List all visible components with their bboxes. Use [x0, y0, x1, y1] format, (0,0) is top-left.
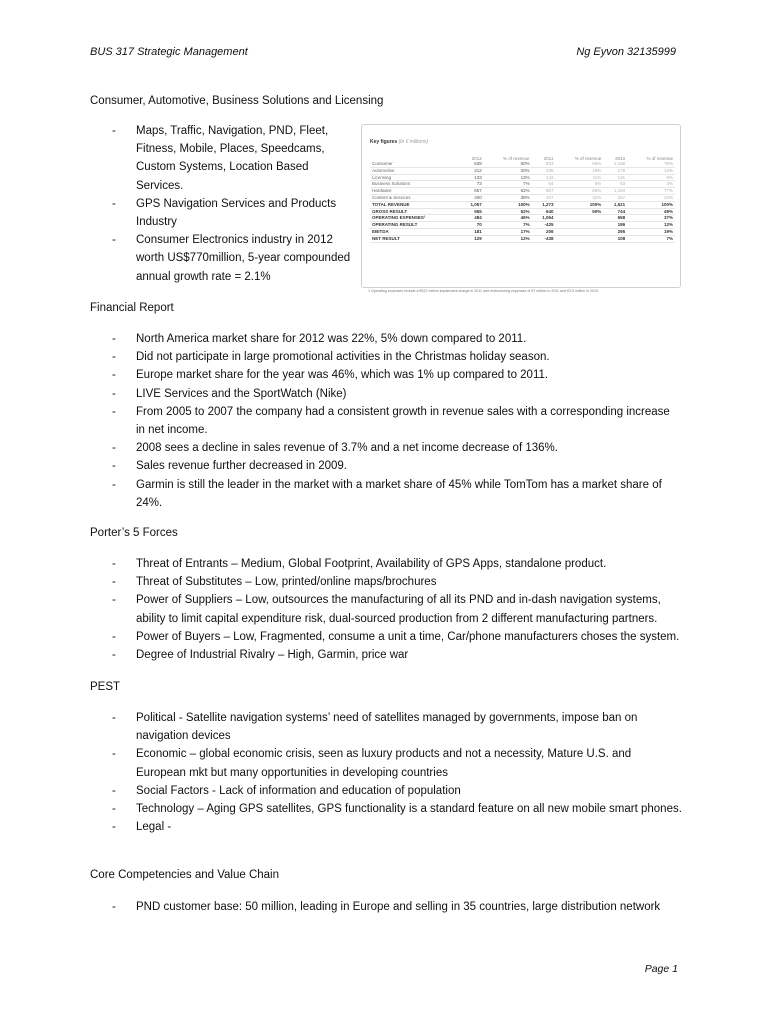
table-row	[370, 167, 675, 174]
list-item: - Europe market share for the year was 46%, which was 1% up compared to 2011.	[112, 366, 672, 384]
list-item: - Political - Satellite navigation systems’ need of satellites managed by governments, impose ban on navigation devices	[112, 709, 682, 745]
row-label: EBITDA	[370, 228, 460, 235]
section-heading-intro: Consumer, Automotive, Business Solutions and Licensing	[90, 95, 384, 107]
table-row	[370, 208, 675, 215]
table-cell: 11%	[555, 174, 603, 181]
row-label: Content & Services	[370, 194, 460, 201]
table-cell: 32%	[555, 194, 603, 201]
key-figures-table-image	[361, 124, 681, 288]
list-item: - North America market share for 2012 was 22%, 5% down compared to 2011.	[112, 330, 672, 348]
table-cell: 867	[532, 188, 556, 195]
list-item: - Did not participate in large promotional activities in the Christmas holiday season.	[112, 348, 672, 366]
table-header-cell: 2010	[615, 156, 626, 161]
header-course: BUS 317 Strategic Management	[90, 46, 248, 58]
row-label: Automotive	[370, 167, 460, 174]
table-cell: -438	[532, 235, 556, 242]
list-item: - Power of Suppliers – Low, outsources the manufacturing of all its PND and in-dash navigation systems, ability to limit capital expenditure risk, dual-sourced production from 2 different manufacturing partners.	[112, 591, 682, 627]
table-row	[370, 215, 675, 222]
table-cell: 100%	[627, 201, 675, 208]
table-cell: 64	[532, 181, 556, 188]
table-cell: 484	[460, 215, 484, 222]
table-cell: 640	[532, 208, 556, 215]
table-cell: 18%	[555, 167, 603, 174]
table-cell: 19%	[627, 228, 675, 235]
list-item: - Garmin is still the leader in the market with a market share of 45% while TomTom has a market share of 24%.	[112, 476, 672, 512]
table-cell	[555, 235, 603, 242]
table-cell	[555, 215, 603, 222]
list-item: - PND customer base: 50 million, leading in Europe and selling in 35 countries, large distribution network	[112, 898, 682, 916]
table-cell: 212	[460, 167, 484, 174]
table-cell: 76%	[627, 161, 675, 167]
section-heading-pest: PEST	[90, 681, 121, 693]
row-label: Consumer	[370, 161, 460, 167]
row-label: OPERATING EXPENSES¹	[370, 215, 460, 222]
table-cell: 555	[460, 208, 484, 215]
list-item: - From 2005 to 2007 the company had a consistent growth in revenue sales with a corresponding increase in net income.	[112, 403, 672, 439]
table-cell: 60%	[484, 161, 532, 167]
table-cell: 9%	[627, 174, 675, 181]
table-cell: 7%	[484, 222, 532, 229]
table-cell	[555, 228, 603, 235]
table-header-cell: % of revenue	[574, 156, 602, 161]
table-header-cell	[370, 147, 460, 161]
table-cell: 13%	[484, 174, 532, 181]
table-cell: 53	[603, 181, 627, 188]
list-item: - Threat of Entrants – Medium, Global Footprint, Availability of GPS Apps, standalone product.	[112, 555, 682, 573]
table-cell: 558	[603, 215, 627, 222]
table-cell: 37%	[627, 215, 675, 222]
table-cell: 1,164	[603, 188, 627, 195]
table-cell: 133	[460, 174, 484, 181]
table-cell: 17%	[484, 228, 532, 235]
table-cell: 7%	[627, 235, 675, 242]
table-cell: 46%	[484, 215, 532, 222]
table-header-cell: % of revenue	[503, 156, 530, 161]
list-item: - LIVE Services and the SportWatch (Nike)	[112, 385, 672, 403]
table-cell: 1,057	[460, 201, 484, 208]
table-cell: 65%	[555, 161, 603, 167]
key-figures-title: Key figures (in € millions)	[370, 139, 429, 145]
table-cell: 38%	[484, 194, 532, 201]
section-heading-porter: Porter’s 5 Forces	[90, 527, 178, 539]
row-label: NET RESULT	[370, 235, 460, 242]
list-item-continuation: Services.	[136, 179, 184, 192]
table-cell: 77%	[627, 188, 675, 195]
table-cell: 179	[603, 167, 627, 174]
table-cell: 744	[603, 208, 627, 215]
table-cell: 5%	[555, 181, 603, 188]
table-cell: 1,158	[603, 161, 627, 167]
table-cell: 7%	[484, 181, 532, 188]
row-label: OPERATING RESULT	[370, 222, 460, 229]
table-cell: 70	[460, 222, 484, 229]
key-figures-table	[370, 147, 675, 243]
table-cell: 100%	[484, 201, 532, 208]
table-cell: 68%	[555, 188, 603, 195]
table-header-cell: 2012	[471, 156, 482, 161]
table-cell: 639	[460, 161, 484, 167]
table-cell: 23%	[627, 194, 675, 201]
table-cell: 1,273	[532, 201, 556, 208]
table-row	[370, 188, 675, 195]
table-cell	[555, 222, 603, 229]
row-label: Business Solutions	[370, 181, 460, 188]
table-cell: 142	[532, 174, 556, 181]
list-item: - Threat of Substitutes – Low, printed/online maps/brochures	[112, 573, 682, 591]
table-cell: 100%	[555, 201, 603, 208]
table-cell: 50%	[555, 208, 603, 215]
table-row	[370, 194, 675, 201]
row-label: GROSS RESULT	[370, 208, 460, 215]
table-cell: 62%	[484, 188, 532, 195]
intro-list	[112, 122, 352, 286]
table-cell: 108	[603, 235, 627, 242]
core-list	[112, 898, 682, 916]
table-cell: 657	[460, 188, 484, 195]
table-cell: 235	[532, 167, 556, 174]
table-cell: 3%	[627, 181, 675, 188]
key-figures-footnote: 1 Operating expenses include a €512 million impairment charge in 2011 and restructuring expenses of €7 million in 2011 and €3.5 million in 2010.	[368, 289, 600, 293]
row-label: TOTAL REVENUE	[370, 201, 460, 208]
table-row	[370, 201, 675, 208]
table-cell: 206	[532, 228, 556, 235]
table-cell: 12%	[627, 167, 675, 174]
list-item: - Degree of Industrial Rivalry – High, Garmin, price war	[112, 646, 682, 664]
list-item: - Sales revenue further decreased in 2009.	[112, 457, 672, 475]
table-cell: 52%	[484, 208, 532, 215]
table-header-cell: % of revenue	[646, 156, 673, 161]
list-item: - 2008 sees a decline in sales revenue of 3.7% and a net income decrease of 136%.	[112, 439, 672, 457]
section-heading-financial: Financial Report	[90, 302, 174, 314]
table-cell: 357	[603, 194, 627, 201]
table-row	[370, 181, 675, 188]
financial-list	[112, 330, 672, 512]
table-row	[370, 228, 675, 235]
table-cell: 131	[603, 174, 627, 181]
table-header-cell: 2011	[543, 156, 554, 161]
table-cell: 181	[460, 228, 484, 235]
list-item: - GPS Navigation Services and Products Industry	[112, 195, 352, 231]
list-item: - Technology – Aging GPS satellites, GPS functionality is a standard feature on all new mobile smart phones.	[112, 800, 682, 818]
row-label: Licensing	[370, 174, 460, 181]
section-heading-core: Core Competencies and Value Chain	[90, 869, 280, 881]
table-cell: 129	[460, 235, 484, 242]
list-item: - Legal -	[112, 818, 682, 836]
table-cell: 186	[603, 222, 627, 229]
table-cell: 295	[603, 228, 627, 235]
table-cell: 400	[460, 194, 484, 201]
table-cell: -425	[532, 222, 556, 229]
table-row	[370, 235, 675, 242]
table-cell: 49%	[627, 208, 675, 215]
list-item: - Consumer Electronics industry in 2012 worth US$770million, 5-year compounded annual growth rate = 2.1%	[112, 231, 352, 286]
list-item: - Economic – global economic crisis, seen as luxury products and not a necessity, Mature U.S. and European mkt but many opportunities in developing countries	[112, 745, 682, 781]
row-label: Hardware	[370, 188, 460, 195]
table-cell: 1,521	[603, 201, 627, 208]
list-item: - Power of Buyers – Low, Fragmented, consume a unit a time, Car/phone manufacturers choses the system.	[112, 628, 682, 646]
table-row	[370, 174, 675, 181]
table-cell: 20%	[484, 167, 532, 174]
pest-list	[112, 709, 682, 836]
list-item: - Social Factors - Lack of information and education of population	[112, 782, 682, 800]
page-number: Page 1	[644, 963, 678, 975]
table-cell: 12%	[484, 235, 532, 242]
table-cell: 833	[532, 161, 556, 167]
header-author: Ng Eyvon 32135999	[576, 46, 676, 58]
table-cell: 407	[532, 194, 556, 201]
table-cell: 12%	[627, 222, 675, 229]
list-item: - Maps, Traffic, Navigation, PND, Fleet, Fitness, Mobile, Places, Speedcams, Custom Systems, Location Based	[112, 122, 352, 177]
table-cell: 1,064	[532, 215, 556, 222]
table-row	[370, 222, 675, 229]
table-cell: 73	[460, 181, 484, 188]
porter-list	[112, 555, 682, 664]
